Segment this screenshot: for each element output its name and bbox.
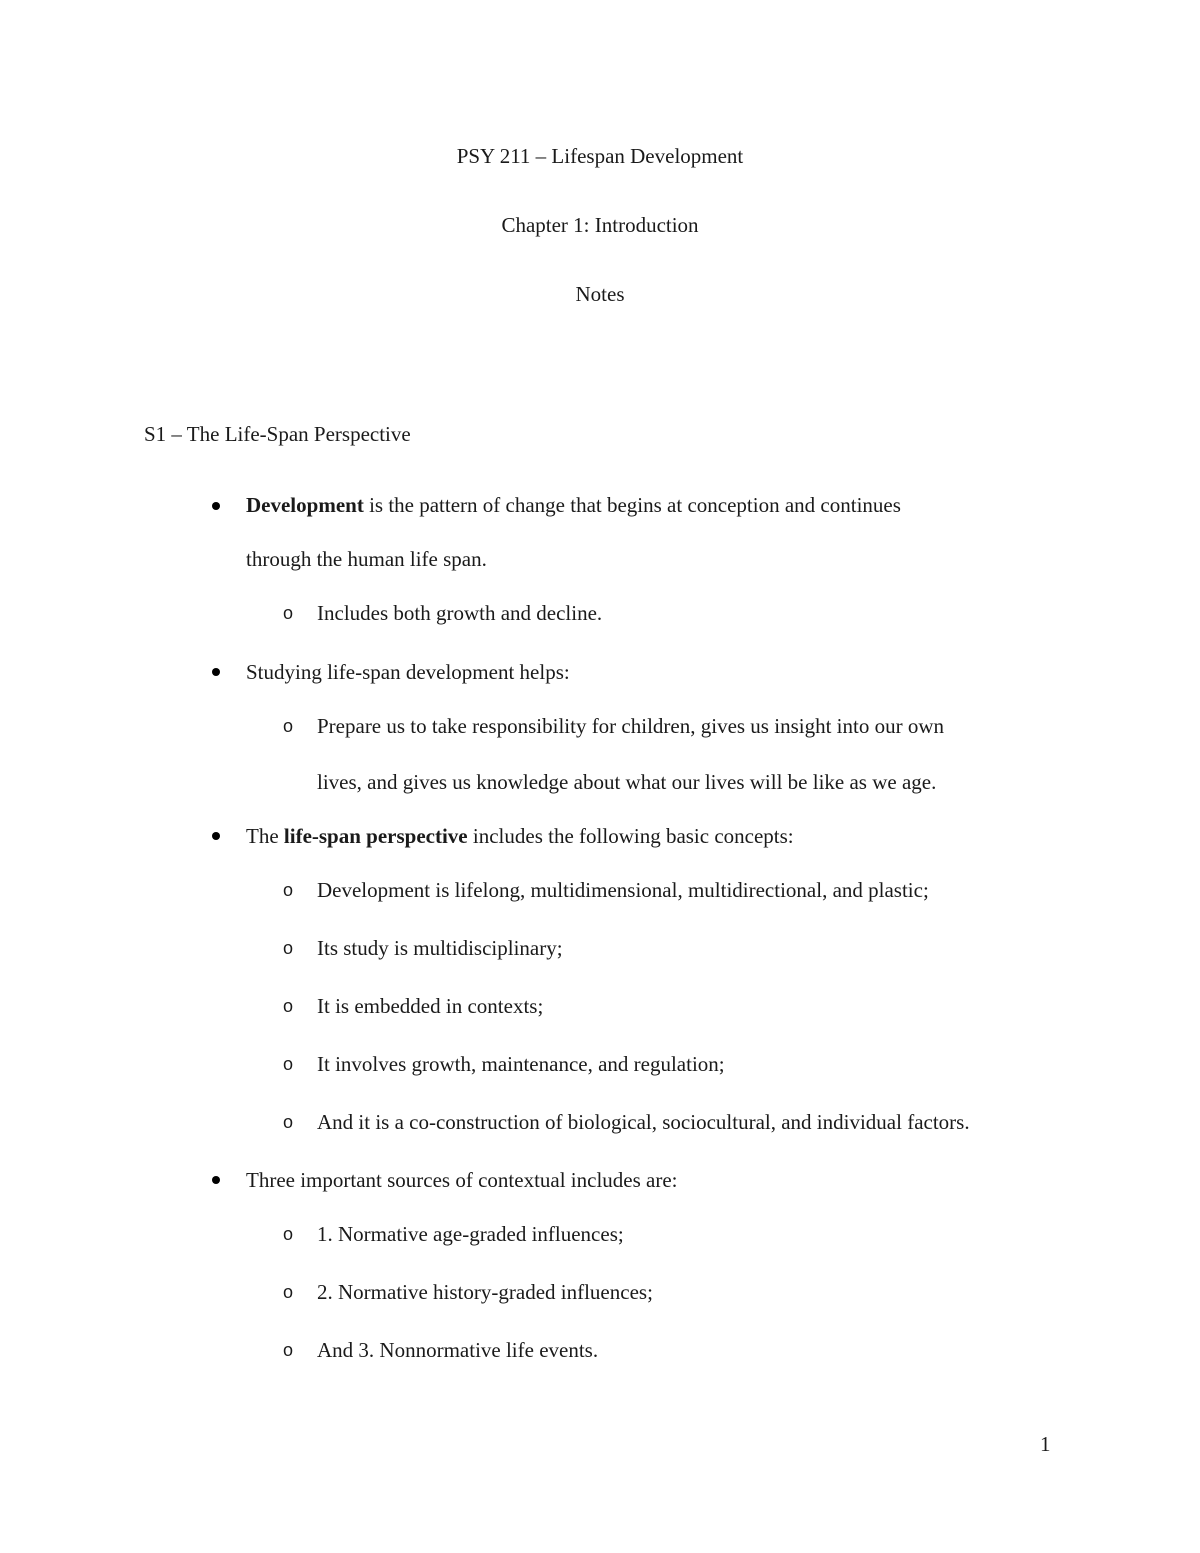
sub-bullet-icon: o [283, 938, 294, 958]
sub-bullet-icon: o [283, 1282, 294, 1302]
bullet-icon [212, 668, 220, 676]
bullet-text: is the pattern of change that begins at conception and continues [363, 493, 901, 517]
sub-item: Development is lifelong, multidimensional, multidirectional, and plastic; [317, 878, 929, 902]
sub-bullet-icon: o [283, 1224, 294, 1244]
bullet-icon [212, 502, 220, 510]
term-development: Development [246, 493, 364, 517]
sub-item: 2. Normative history-graded influences; [317, 1280, 653, 1304]
sub-bullet-icon: o [283, 1054, 294, 1074]
sub-item: And it is a co-construction of biological, sociocultural, and individual factors. [317, 1110, 970, 1134]
sub-item-continuation: lives, and gives us knowledge about what our lives will be like as we age. [317, 770, 937, 794]
bullet-item-sources: Three important sources of contextual includes are: [246, 1168, 678, 1192]
bullet-icon [212, 1176, 220, 1184]
sub-item: 1. Normative age-graded influences; [317, 1222, 624, 1246]
bullet-item-development [246, 493, 901, 517]
sub-item: It involves growth, maintenance, and regulation; [317, 1052, 725, 1076]
notes-label: Notes [575, 282, 625, 306]
sub-item: Prepare us to take responsibility for children, gives us insight into our own [317, 714, 944, 738]
bullet-item-perspective [246, 824, 794, 848]
chapter-title: Chapter 1: Introduction [501, 213, 699, 237]
sub-item: Its study is multidisciplinary; [317, 936, 563, 960]
sub-bullet-icon: o [283, 603, 294, 623]
term-life-span-perspective: life-span perspective [283, 824, 468, 848]
course-title: PSY 211 – Lifespan Development [456, 144, 744, 168]
sub-bullet-icon: o [283, 1340, 294, 1360]
sub-bullet-icon: o [283, 1112, 294, 1132]
sub-item: And 3. Nonnormative life events. [317, 1338, 599, 1362]
sub-item: It is embedded in contexts; [317, 994, 544, 1018]
section-heading: S1 – The Life-Span Perspective [144, 422, 411, 446]
bullet-continuation: through the human life span. [246, 547, 487, 571]
sub-bullet-icon: o [283, 996, 294, 1016]
sub-bullet-icon: o [283, 716, 294, 736]
page-number: 1 [1040, 1432, 1051, 1456]
bullet-item-studying: Studying life-span development helps: [246, 660, 570, 684]
sub-item: Includes both growth and decline. [317, 601, 603, 625]
bullet-icon [212, 832, 220, 840]
sub-bullet-icon: o [283, 880, 294, 900]
bullet-text: includes the following basic concepts: [467, 824, 794, 848]
bullet-text: The [246, 824, 284, 848]
